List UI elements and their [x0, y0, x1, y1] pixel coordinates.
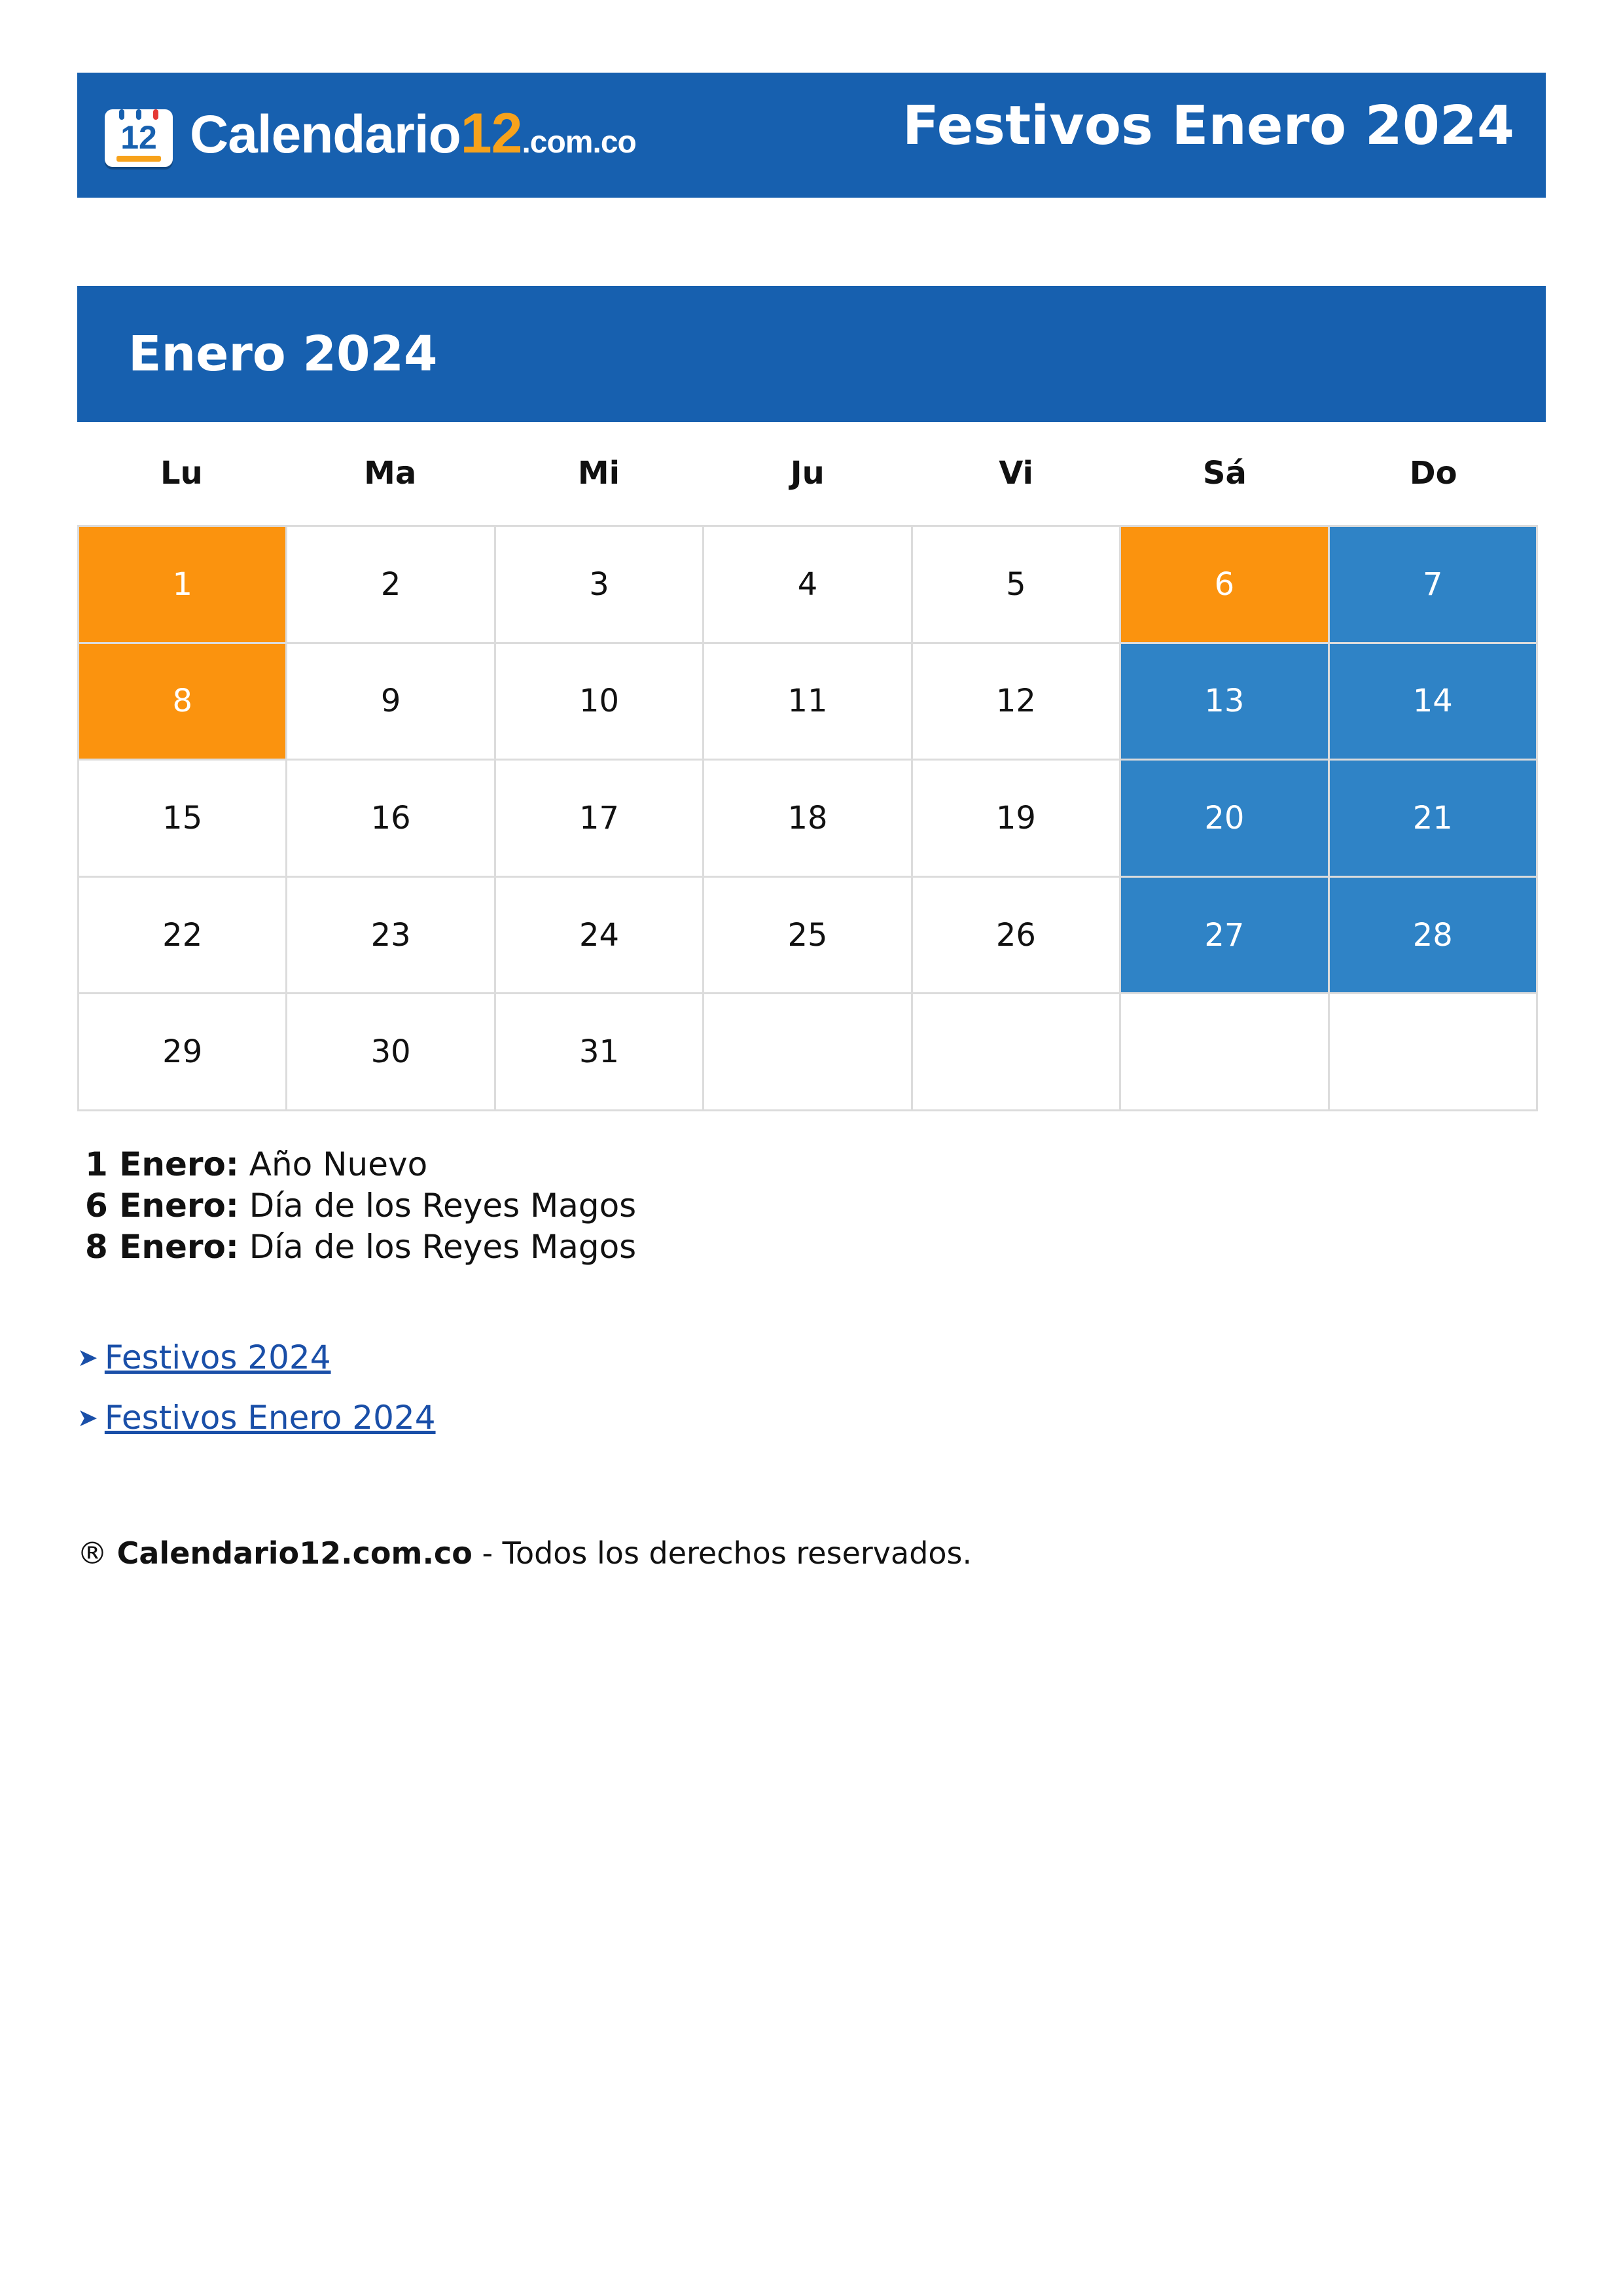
day-cell-holiday: 6: [1121, 527, 1329, 644]
day-cell: 10: [496, 644, 704, 761]
day-cell-holiday: 1: [79, 527, 287, 644]
logo-text: [190, 102, 636, 174]
weekday-label: Ma: [364, 455, 417, 492]
day-cell: 22: [79, 878, 287, 995]
day-cell-weekend: 28: [1330, 878, 1538, 995]
logo-brand-accent: 12: [460, 102, 522, 165]
arrow-right-icon: ➤: [77, 1403, 98, 1432]
day-cell: 25: [704, 878, 912, 995]
day-cell: 17: [496, 761, 704, 878]
footer-text: - Todos los derechos reservados.: [482, 1535, 972, 1571]
day-cell: 16: [287, 761, 495, 878]
day-cell: 3: [496, 527, 704, 644]
day-cell: 2: [287, 527, 495, 644]
top-header: [77, 73, 1546, 198]
holiday-name: Día de los Reyes Magos: [249, 1187, 637, 1225]
logo-brand-domain: .com.co: [522, 125, 636, 160]
holiday-name: Día de los Reyes Magos: [249, 1228, 637, 1266]
day-cell: 19: [913, 761, 1121, 878]
day-cell: 29: [79, 994, 287, 1111]
day-cell: 30: [287, 994, 495, 1111]
link-row: [77, 1327, 436, 1388]
day-cell-weekend: 27: [1121, 878, 1329, 995]
day-cell: 5: [913, 527, 1121, 644]
logo-brand-main: Calendario: [190, 105, 461, 164]
logo-badge-number: 12: [120, 119, 157, 156]
day-cell: 31: [496, 994, 704, 1111]
day-cell: 23: [287, 878, 495, 995]
holiday-list: [85, 1144, 636, 1268]
holiday-name: Año Nuevo: [249, 1145, 428, 1183]
registered-icon: ®: [77, 1535, 107, 1571]
day-cell: 12: [913, 644, 1121, 761]
day-cell: 9: [287, 644, 495, 761]
link-row: [77, 1388, 436, 1448]
day-cell: 11: [704, 644, 912, 761]
site-logo[interactable]: [105, 102, 636, 170]
ring-icon: [136, 109, 141, 120]
page-title: Festivos Enero 2024: [902, 95, 1514, 157]
day-cell-empty: [704, 994, 912, 1111]
holiday-item: [85, 1185, 636, 1227]
arrow-right-icon: ➤: [77, 1343, 98, 1372]
holiday-date: 6 Enero:: [85, 1187, 239, 1225]
footer-brand: Calendario12.com.co: [116, 1535, 473, 1571]
weekday-label: Do: [1409, 455, 1457, 492]
holiday-date: 8 Enero:: [85, 1228, 239, 1266]
holiday-item: [85, 1144, 636, 1185]
ring-icon: [119, 109, 124, 120]
footer: [77, 1530, 972, 1576]
day-cell: 15: [79, 761, 287, 878]
holiday-item: [85, 1227, 636, 1268]
day-cell-empty: [1121, 994, 1329, 1111]
weekday-label: Sá: [1202, 455, 1247, 492]
weekday-header: [77, 447, 1538, 499]
link-festivos-2024[interactable]: Festivos 2024: [104, 1338, 331, 1376]
day-cell: 18: [704, 761, 912, 878]
day-cell-weekend: 21: [1330, 761, 1538, 878]
related-links: [77, 1327, 436, 1448]
day-cell: 4: [704, 527, 912, 644]
day-cell-weekend: 13: [1121, 644, 1329, 761]
weekday-label: Lu: [160, 455, 203, 492]
day-cell-holiday: 8: [79, 644, 287, 761]
weekday-label: Mi: [577, 455, 620, 492]
weekday-label: Vi: [999, 455, 1033, 492]
day-cell-empty: [1330, 994, 1538, 1111]
day-cell-empty: [913, 994, 1121, 1111]
month-header: [77, 286, 1546, 422]
day-cell: 26: [913, 878, 1121, 995]
ring-icon: [153, 109, 158, 120]
link-festivos-enero-2024[interactable]: Festivos Enero 2024: [104, 1399, 436, 1437]
holiday-date: 1 Enero:: [85, 1145, 239, 1183]
calendar-icon: [105, 109, 173, 167]
day-cell-weekend: 14: [1330, 644, 1538, 761]
day-cell-weekend: 20: [1121, 761, 1329, 878]
calendar-grid: [77, 525, 1538, 1111]
day-cell-weekend: 7: [1330, 527, 1538, 644]
month-title: Enero 2024: [128, 326, 438, 382]
weekday-label: Ju: [790, 455, 825, 492]
day-cell: 24: [496, 878, 704, 995]
